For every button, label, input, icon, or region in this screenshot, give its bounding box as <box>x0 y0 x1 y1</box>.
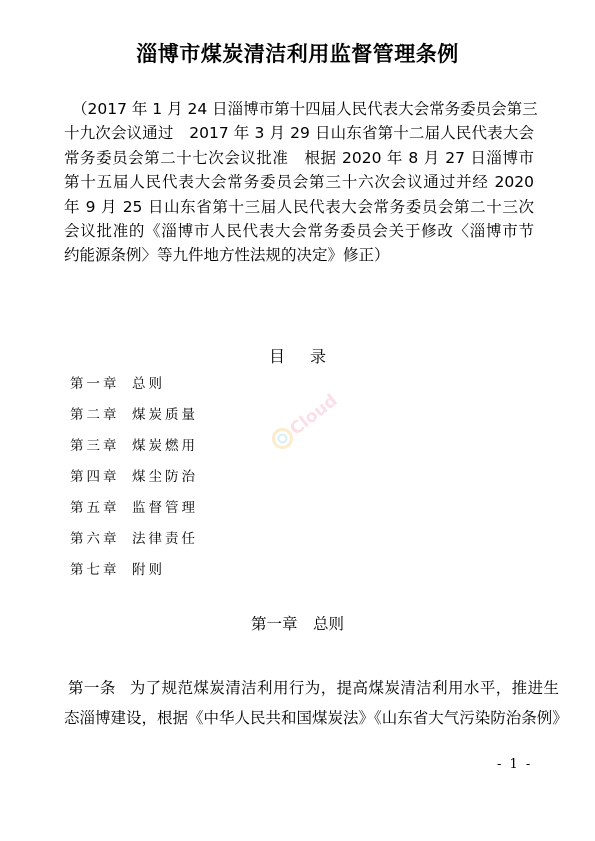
preamble <box>64 97 538 268</box>
toc-chapter-number: 第四章 <box>70 469 120 485</box>
article-paragraph <box>64 673 568 733</box>
cloud-watermark-logo <box>260 382 350 452</box>
toc-chapter-number: 第二章 <box>70 407 120 423</box>
toc-chapter-name: 附则 <box>132 562 165 578</box>
toc-item <box>70 468 198 499</box>
watermark-ring <box>277 433 288 444</box>
toc-chapter-name: 监督管理 <box>132 500 198 516</box>
document-title: 淄博市煤炭清洁利用监督管理条例 <box>136 41 459 66</box>
preamble-line: （2017 年 1 月 24 日淄博市第十四届人民代表大会常务委员会第三 <box>72 100 538 118</box>
page-number: - 1 - <box>497 757 533 772</box>
toc-chapter-number: 第七章 <box>70 562 120 578</box>
preamble-line: 常务委员会第二十七次会议批准 根据 2020 年 8 月 27 日淄博市 <box>64 148 534 167</box>
article-text: 为了规范煤炭清洁利用行为，提高煤炭清洁利用水平，推进生 <box>129 679 559 697</box>
toc-item <box>70 561 198 592</box>
watermark-text: Cloud <box>286 390 342 440</box>
toc-item <box>70 375 198 406</box>
toc-chapter-name: 煤尘防治 <box>132 469 198 485</box>
toc-item <box>70 406 198 437</box>
toc-chapter-name: 煤炭质量 <box>132 407 198 423</box>
preamble-line: 会议批准的《淄博市人民代表大会常务委员会关于修改〈淄博市节 <box>64 222 534 241</box>
chapter-heading: 第一章 总则 <box>250 615 344 633</box>
toc-chapter-number: 第五章 <box>70 500 120 516</box>
preamble-line: 约能源条例〉等九件地方性法规的决定》修正） <box>64 246 390 265</box>
preamble-line: 十九次会议通过 2017 年 3 月 29 日山东省第十二届人民代表大会 <box>64 124 534 143</box>
toc-item <box>70 530 198 561</box>
toc-chapter-name: 法律责任 <box>132 531 198 547</box>
toc-item <box>70 499 198 530</box>
toc-item <box>70 437 198 468</box>
article-number: 第一条 <box>68 679 116 697</box>
toc-chapter-number: 第三章 <box>70 438 120 454</box>
toc-heading: 目 录 <box>268 347 337 366</box>
toc-chapter-number: 第六章 <box>70 531 120 547</box>
article-line <box>64 673 559 703</box>
article-line: 态淄博建设，根据《中华人民共和国煤炭法》《山东省大气污染防治条例》 <box>64 709 568 727</box>
preamble-line: 年 9 月 25 日山东省第十三届人民代表大会常务委员会第二十三次 <box>64 197 534 216</box>
toc-chapter-name: 总则 <box>132 376 165 392</box>
toc-chapter-number: 第一章 <box>70 376 120 392</box>
table-of-contents <box>70 375 198 592</box>
toc-chapter-name: 煤炭燃用 <box>132 438 198 454</box>
preamble-line: 第十五届人民代表大会常务委员会第三十六次会议通过并经 2020 <box>64 173 534 192</box>
